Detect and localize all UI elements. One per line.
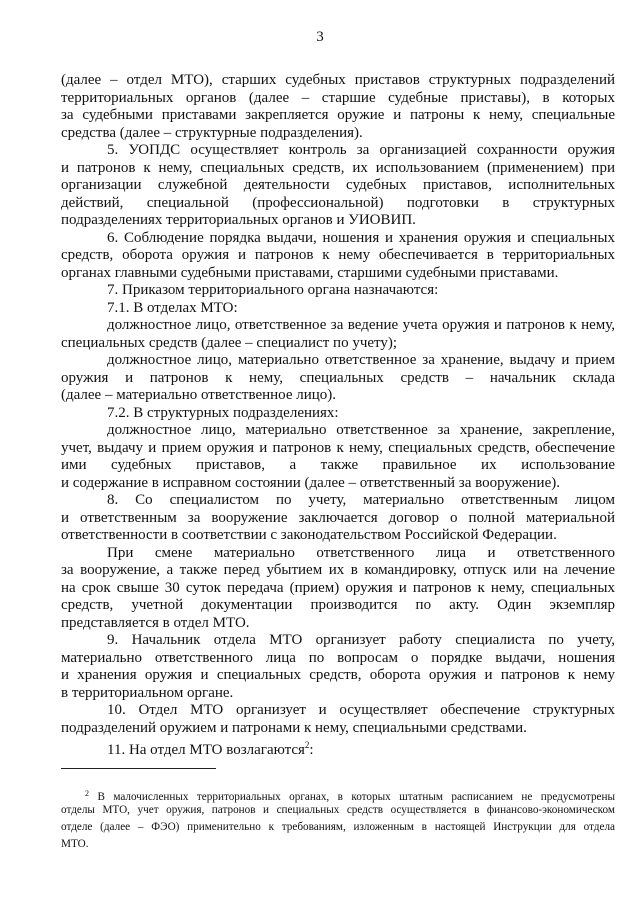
page-number: 3 <box>316 29 324 45</box>
paragraph-line: представляется в отдел МТО. <box>61 614 250 631</box>
paragraph-line: и патронов к нему, специальных средств, их использованием (применением) при <box>61 159 615 176</box>
footnote-line: отделе (далее – ФЭО) применительно к требованиям, изложенным в настоящей Инструкции для отдела <box>61 821 615 833</box>
paragraph-line: 10. Отдел МТО организует и осуществляет обеспечение структурных <box>107 702 615 718</box>
footnote-line: МТО. <box>61 838 89 850</box>
paragraph-line: 6. Соблюдение порядка выдачи, ношения и хранения оружия и специальных <box>107 229 615 246</box>
paragraph-line: (далее – отдел МТО), старших судебных приставов структурных подразделений <box>61 72 615 88</box>
paragraph-line: должностное лицо, материально ответственное за хранение, закрепление, <box>107 422 615 438</box>
footnote-ref: 2 <box>304 740 310 750</box>
footnote-marker: 2 <box>85 789 89 798</box>
paragraph-line: территориальных органов (далее – старшие судебные приставы), в которых <box>61 89 615 106</box>
footnote <box>61 785 615 853</box>
paragraph-line: подразделениях территориальных органов и УИОВИП. <box>61 212 416 228</box>
paragraph-line: оружия и патронов к нему, специальных средств – начальник склада <box>61 369 615 386</box>
paragraph-line: подразделений оружием и патронами к нему, специальными средствами. <box>61 719 527 736</box>
footnote-line: отделы МТО, учет оружия, патронов и специальных средств осуществляется в финансово-экономическом <box>61 804 615 816</box>
paragraph-line: в территориальном органе. <box>61 684 234 701</box>
paragraph-line <box>61 737 615 758</box>
paragraph-line: и хранения оружия и специальных средств, оборота оружия и патронов к нему <box>61 667 615 683</box>
paragraph-line: средства (далее – структурные подразделения). <box>61 124 363 141</box>
paragraph-line: должностное лицо, материально ответственное за хранение, выдачу и прием <box>107 352 615 368</box>
item-11-text: 11. На отдел МТО возлагаются <box>107 742 305 758</box>
paragraph-line: и содержание в исправном состоянии (далее – ответственный за вооружение). <box>61 474 560 491</box>
paragraph-line: 5. УОПДС осуществляет контроль за организацией сохранности оружия <box>107 142 615 158</box>
paragraph-line: ответственности в соответствии с законодательством Российской Федерации. <box>61 527 557 543</box>
paragraph-line: При смене материально ответственного лица и ответственного <box>107 544 615 561</box>
paragraph-line: 7.1. В отделах МТО: <box>107 299 238 316</box>
paragraph-line: средств, оборота оружия и патронов к нему обеспечивается в территориальных <box>61 247 615 263</box>
paragraph-line: 7. Приказом территориального органа назначаются: <box>107 282 439 298</box>
paragraph-line: органах главными судебными приставами, старшими судебными приставами. <box>61 264 559 281</box>
paragraph-line: средств, учетной документации производится по акту. Один экземпляр <box>61 597 615 613</box>
paragraph-line: должностное лицо, ответственное за ведение учета оружия и патронов к нему, <box>107 317 615 333</box>
footnote-line <box>61 785 615 802</box>
paragraph-line: на срок свыше 30 суток передача (прием) оружия и патронов к нему, специальных <box>61 579 615 596</box>
body-text <box>61 72 615 758</box>
paragraph-line: за вооружение, а также перед убытием их в командировку, отпуск или на лечение <box>61 562 615 578</box>
paragraph-line: (далее – материально ответственное лицо). <box>61 387 337 403</box>
paragraph-line: за судебными приставами закрепляется оружие и патроны к нему, специальные <box>61 107 615 123</box>
paragraph-line: организации служебной деятельности судебных приставов, исполнительных <box>61 177 615 193</box>
item-11-colon: : <box>309 742 314 758</box>
paragraph-line: 7.2. В структурных подразделениях: <box>107 404 339 421</box>
paragraph-line: 8. Со специалистом по учету, материально ответственным лицом <box>107 492 615 508</box>
paragraph-line: специальных средств (далее – специалист по учету); <box>61 334 398 351</box>
paragraph-line: 9. Начальник отдела МТО организует работу специалиста по учету, <box>107 632 615 648</box>
paragraph-line: учет, выдачу и прием оружия и патронов к нему, специальных средств, обеспечение <box>61 439 615 456</box>
footnote-divider <box>61 768 216 769</box>
paragraph-line: материально ответственного лица по вопросам о порядке выдачи, ношения <box>61 649 615 666</box>
paragraph-line: и ответственным за вооружение заключается договор о полной материальной <box>61 509 615 526</box>
footnote-text: В малочисленных территориальных органах, в которых штатным расписанием не предусмотрены <box>97 791 616 803</box>
paragraph-line: действий, специальной (профессиональной) подготовки в структурных <box>61 194 615 211</box>
paragraph-line: ими судебных приставов, а также правильное их использование <box>61 457 615 473</box>
